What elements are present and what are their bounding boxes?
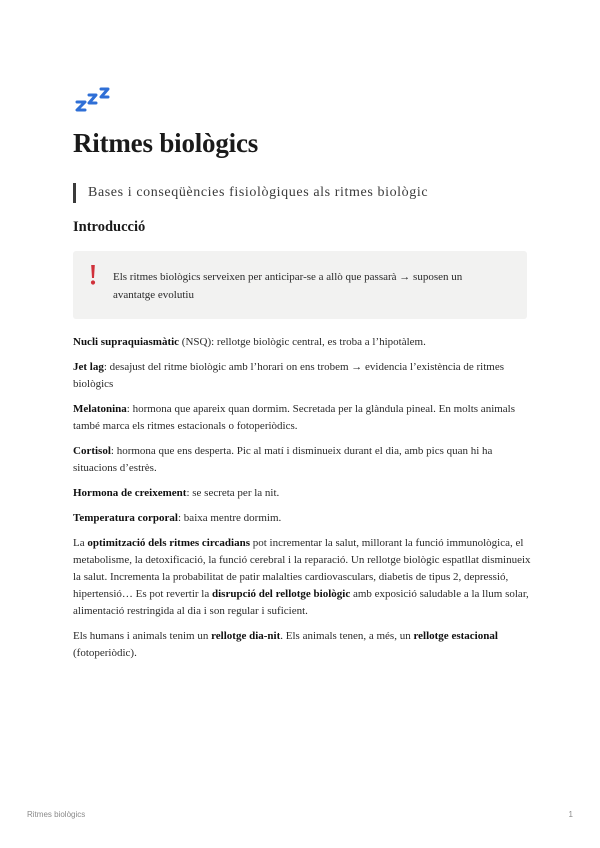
subtitle-quote (73, 183, 428, 203)
footer-page-number: 1 (568, 810, 573, 819)
term: optimització dels ritmes circadians (87, 537, 250, 549)
definition: : baixa mentre dormim. (178, 512, 282, 524)
definition: (NSQ): rellotge biològic central, es troba a l’hipotàlem. (179, 336, 426, 348)
zzz-sleep-icon (74, 84, 114, 112)
term: Cortisol (73, 445, 111, 457)
section-heading-introduction: Introducció (73, 219, 146, 235)
text-run: amb exposició saludable a la llum solar, alimentació restringida al dia i son regular i suficient. (73, 588, 529, 617)
term: Melatonina (73, 403, 127, 415)
term: disrupció del rellotge biològic (212, 588, 351, 600)
text-run: pot incrementar la salut, millorant la funció immunològica, el metabolisme, la detoxificació, la funció cerebral i la reparació. Un rellotge biològic espatllat disminueix la salut. Incrementa la probabilitat de patir malalties cardiovasculars, diabetis de tipus 2, depressió, hipertensió… Es pot revertir la (73, 537, 531, 600)
text-run: . Els animals tenen, a més, un (280, 630, 414, 642)
definition: : hormona que ens desperta. Pic al matí i disminueix durant el dia, amb pics quan hi ha situacions d’estrès. (73, 445, 493, 474)
definition: : se secreta per la nit. (186, 487, 280, 499)
paragraph-cortisol (73, 443, 533, 477)
callout-box (73, 251, 527, 319)
exclamation-icon (89, 264, 97, 286)
text-run: La (73, 537, 88, 549)
term: rellotge estacional (413, 630, 498, 642)
paragraph-melatonin (73, 401, 533, 435)
term: Jet lag (73, 361, 104, 373)
term: Nucli supraquiasmàtic (73, 336, 180, 348)
text-run: Els humans i animals tenim un (73, 630, 212, 642)
document-body (73, 334, 533, 670)
paragraph-growth-hormone (73, 485, 533, 502)
paragraph-jet-lag (73, 359, 533, 393)
text-run: (fotoperiòdic). (73, 647, 137, 659)
definition: : hormona que apareix quan dormim. Secretada per la glàndula pineal. En molts animals també marca els ritmes estacionals o fotoperiòdics. (73, 403, 516, 432)
callout-text: Els ritmes biològics serveixen per anticipar-se a allò que passarà → suposen un avantatge evolutiu (113, 271, 463, 301)
term: Hormona de creixement (73, 487, 187, 499)
page-title: Ritmes biològics (73, 128, 259, 158)
definition: : desajust del ritme biològic amb l’horari on ens trobem → evidencia l’existència de ritmes biològics (73, 361, 505, 390)
paragraph-clocks (73, 628, 533, 662)
paragraph-body-temperature (73, 510, 533, 527)
paragraph-nsq (73, 334, 533, 351)
paragraph-circadian-optimization (73, 535, 533, 620)
subtitle-text: Bases i conseqüències fisiològiques als ritmes biològic (88, 185, 429, 200)
term: Temperatura corporal (73, 512, 178, 524)
footer-document-title: Ritmes biològics (27, 810, 86, 819)
term: rellotge dia-nit (211, 630, 281, 642)
